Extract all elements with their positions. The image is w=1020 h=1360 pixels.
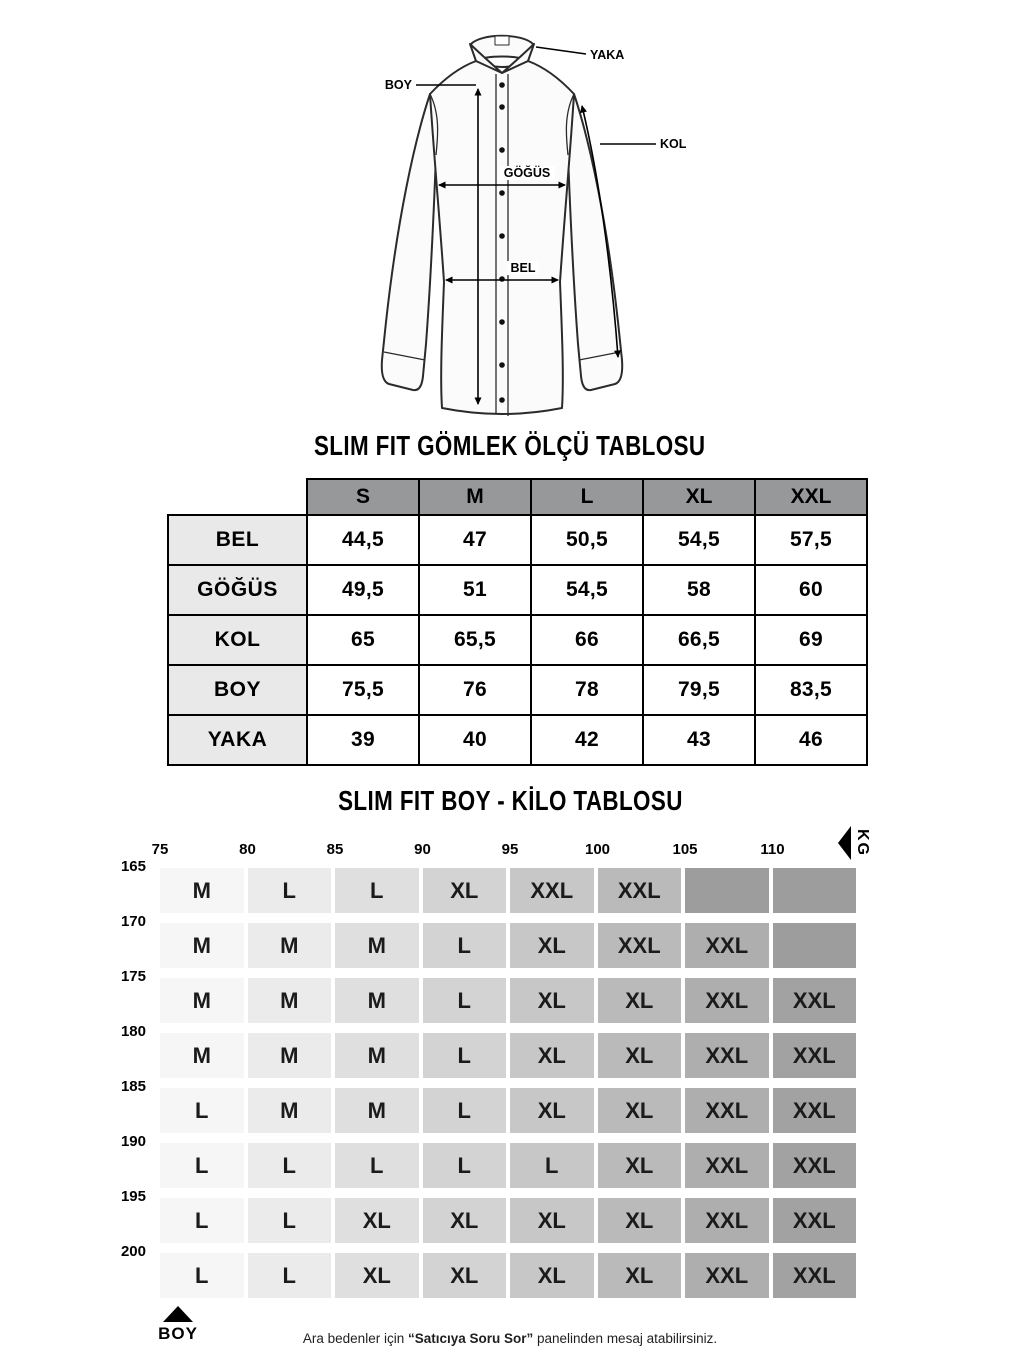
size-table-body	[168, 515, 867, 765]
boy-label: BOY	[384, 78, 412, 92]
matrix-cell: XXL	[773, 1033, 857, 1078]
footer-note	[0, 1331, 1020, 1346]
matrix-cell: L	[335, 868, 419, 913]
boy-tick-label: 195	[120, 1188, 146, 1205]
matrix-cell: XL	[510, 978, 594, 1023]
matrix-cell: L	[248, 1143, 332, 1188]
matrix-cell: L	[160, 1088, 244, 1133]
size-table-row	[168, 565, 867, 615]
matrix-cell: M	[335, 1033, 419, 1078]
size-value-cell: 60	[755, 565, 867, 615]
size-value-cell: 42	[531, 715, 643, 765]
matrix-cell: XL	[598, 1143, 682, 1188]
size-table-corner	[168, 479, 307, 515]
size-value-cell: 69	[755, 615, 867, 665]
boy-tick-label: 200	[120, 1243, 146, 1260]
boy-axis-label: BOY	[158, 1324, 198, 1343]
matrix-cell: M	[248, 1033, 332, 1078]
size-table-row	[168, 615, 867, 665]
size-value-cell: 78	[531, 665, 643, 715]
footer-note-suffix: panelinden mesaj atabilirsiniz.	[533, 1331, 718, 1346]
size-value-cell: 75,5	[307, 665, 419, 715]
size-value-cell: 44,5	[307, 515, 419, 565]
kg-tick-label: 90	[414, 841, 431, 858]
boy-arrow-icon	[163, 1306, 193, 1322]
yaka-leader-line	[536, 47, 586, 54]
boy-tick-label: 190	[120, 1133, 146, 1150]
matrix-cell: L	[248, 868, 332, 913]
bel-label: BEL	[510, 261, 536, 275]
size-table-row	[168, 665, 867, 715]
matrix-cell: M	[248, 923, 332, 968]
matrix-cell: M	[248, 978, 332, 1023]
matrix-cell: L	[248, 1198, 332, 1243]
size-row-label: YAKA	[168, 715, 307, 765]
boy-axis	[101, 858, 146, 1298]
matrix-cell: L	[160, 1143, 244, 1188]
matrix-cell: XXL	[773, 1198, 857, 1243]
kg-tick-label: 105	[672, 841, 698, 858]
matrix-cell: M	[335, 923, 419, 968]
size-value-cell: 46	[755, 715, 867, 765]
matrix-cell: L	[510, 1143, 594, 1188]
size-value-cell: 54,5	[531, 565, 643, 615]
kg-axis	[151, 841, 856, 861]
boy-tick-label: 175	[120, 968, 146, 985]
size-value-cell: 65	[307, 615, 419, 665]
size-table-title: SLIM FIT GÖMLEK ÖLÇÜ TABLOSU	[314, 430, 706, 461]
size-column-header: XXL	[755, 479, 867, 515]
matrix-empty-cell	[773, 923, 857, 968]
matrix-cell: XXL	[685, 1253, 769, 1298]
kg-tick-label: 80	[239, 841, 256, 858]
size-column-header: XL	[643, 479, 755, 515]
size-value-cell: 66	[531, 615, 643, 665]
kg-arrow-icon	[838, 826, 851, 860]
size-column-header: S	[307, 479, 419, 515]
matrix-cell: XL	[598, 1033, 682, 1078]
size-column-header: L	[531, 479, 643, 515]
kg-tick-label: 85	[326, 841, 344, 858]
matrix-cell: L	[423, 978, 507, 1023]
matrix-cell: XXL	[685, 923, 769, 968]
size-value-cell: 51	[419, 565, 531, 615]
matrix-cell: XL	[510, 1198, 594, 1243]
gogus-label: GÖĞÜS	[503, 166, 551, 180]
matrix-cell: L	[423, 1143, 507, 1188]
matrix-cell: XXL	[598, 923, 682, 968]
matrix-cell: XL	[510, 923, 594, 968]
size-value-cell: 58	[643, 565, 755, 615]
kg-tick-label: 75	[151, 841, 169, 858]
matrix-cell: XL	[510, 1088, 594, 1133]
matrix-cell: XXL	[773, 978, 857, 1023]
size-value-cell: 50,5	[531, 515, 643, 565]
matrix-cell: XXL	[773, 1253, 857, 1298]
matrix-cell: XXL	[685, 1143, 769, 1188]
matrix-cell: XXL	[773, 1088, 857, 1133]
matrix-grid	[160, 868, 856, 1298]
collar-logo	[495, 36, 509, 45]
matrix-cell: XL	[510, 1033, 594, 1078]
matrix-cell: L	[335, 1143, 419, 1188]
matrix-cell: XXL	[510, 868, 594, 913]
kg-axis-label: KG	[854, 829, 871, 857]
matrix-cell: XL	[423, 868, 507, 913]
matrix-cell: L	[423, 923, 507, 968]
footer-note-bold: “Satıcıya Soru Sor”	[407, 1331, 534, 1346]
size-value-cell: 66,5	[643, 615, 755, 665]
size-row-label: GÖĞÜS	[168, 565, 307, 615]
matrix-cell: M	[160, 1033, 244, 1078]
size-row-label: BOY	[168, 665, 307, 715]
shirt-left-sleeve	[382, 94, 436, 390]
matrix-cell: XL	[510, 1253, 594, 1298]
matrix-cell: XL	[423, 1253, 507, 1298]
matrix-cell: XL	[335, 1253, 419, 1298]
matrix-cell: L	[160, 1253, 244, 1298]
height-weight-title: SLIM FIT BOY - KİLO TABLOSU	[337, 785, 683, 816]
kg-tick-label: 100	[584, 841, 611, 858]
yaka-label: YAKA	[590, 48, 625, 62]
boy-tick-label: 165	[120, 858, 146, 875]
size-value-cell: 57,5	[755, 515, 867, 565]
size-value-cell: 65,5	[419, 615, 531, 665]
matrix-cell: L	[160, 1198, 244, 1243]
kg-tick-label: 95	[501, 841, 519, 858]
matrix-cell: M	[335, 978, 419, 1023]
matrix-cell: XXL	[685, 978, 769, 1023]
boy-tick-label: 180	[120, 1023, 146, 1040]
matrix-cell: XXL	[773, 1143, 857, 1188]
matrix-cell: M	[160, 868, 244, 913]
size-value-cell: 49,5	[307, 565, 419, 615]
matrix-empty-cell	[685, 868, 769, 913]
footer-note-prefix: Ara bedenler için	[302, 1331, 408, 1346]
kg-axis-marker	[838, 824, 871, 862]
boy-tick-label: 170	[120, 913, 146, 930]
matrix-cell: M	[248, 1088, 332, 1133]
size-value-cell: 79,5	[643, 665, 755, 715]
matrix-cell: M	[335, 1088, 419, 1133]
size-table-header-row	[168, 479, 867, 515]
matrix-cell: L	[423, 1088, 507, 1133]
size-value-cell: 43	[643, 715, 755, 765]
matrix-cell: XXL	[598, 868, 682, 913]
matrix-cell: M	[160, 923, 244, 968]
size-row-label: KOL	[168, 615, 307, 665]
matrix-cell: XL	[598, 978, 682, 1023]
matrix-cell: XL	[598, 1088, 682, 1133]
kol-label: KOL	[660, 137, 687, 151]
size-value-cell: 47	[419, 515, 531, 565]
size-value-cell: 83,5	[755, 665, 867, 715]
size-value-cell: 39	[307, 715, 419, 765]
matrix-cell: XXL	[685, 1033, 769, 1078]
matrix-cell: XL	[598, 1198, 682, 1243]
matrix-cell: XL	[598, 1253, 682, 1298]
size-column-header: M	[419, 479, 531, 515]
size-value-cell: 54,5	[643, 515, 755, 565]
size-table-row	[168, 715, 867, 765]
size-table	[167, 478, 868, 766]
shirt-diagram	[330, 22, 710, 430]
matrix-empty-cell	[773, 868, 857, 913]
size-value-cell: 76	[419, 665, 531, 715]
boy-tick-label: 185	[120, 1078, 146, 1095]
size-table-row	[168, 515, 867, 565]
matrix-cell: XXL	[685, 1088, 769, 1133]
matrix-cell: XL	[423, 1198, 507, 1243]
matrix-cell: L	[248, 1253, 332, 1298]
matrix-cell: M	[160, 978, 244, 1023]
kg-tick-label: 110	[760, 841, 785, 858]
matrix-cell: XXL	[685, 1198, 769, 1243]
matrix-cell: L	[423, 1033, 507, 1078]
shirt-right-sleeve	[568, 94, 622, 390]
size-row-label: BEL	[168, 515, 307, 565]
size-value-cell: 40	[419, 715, 531, 765]
matrix-cell: XL	[335, 1198, 419, 1243]
size-table-section	[167, 478, 868, 766]
